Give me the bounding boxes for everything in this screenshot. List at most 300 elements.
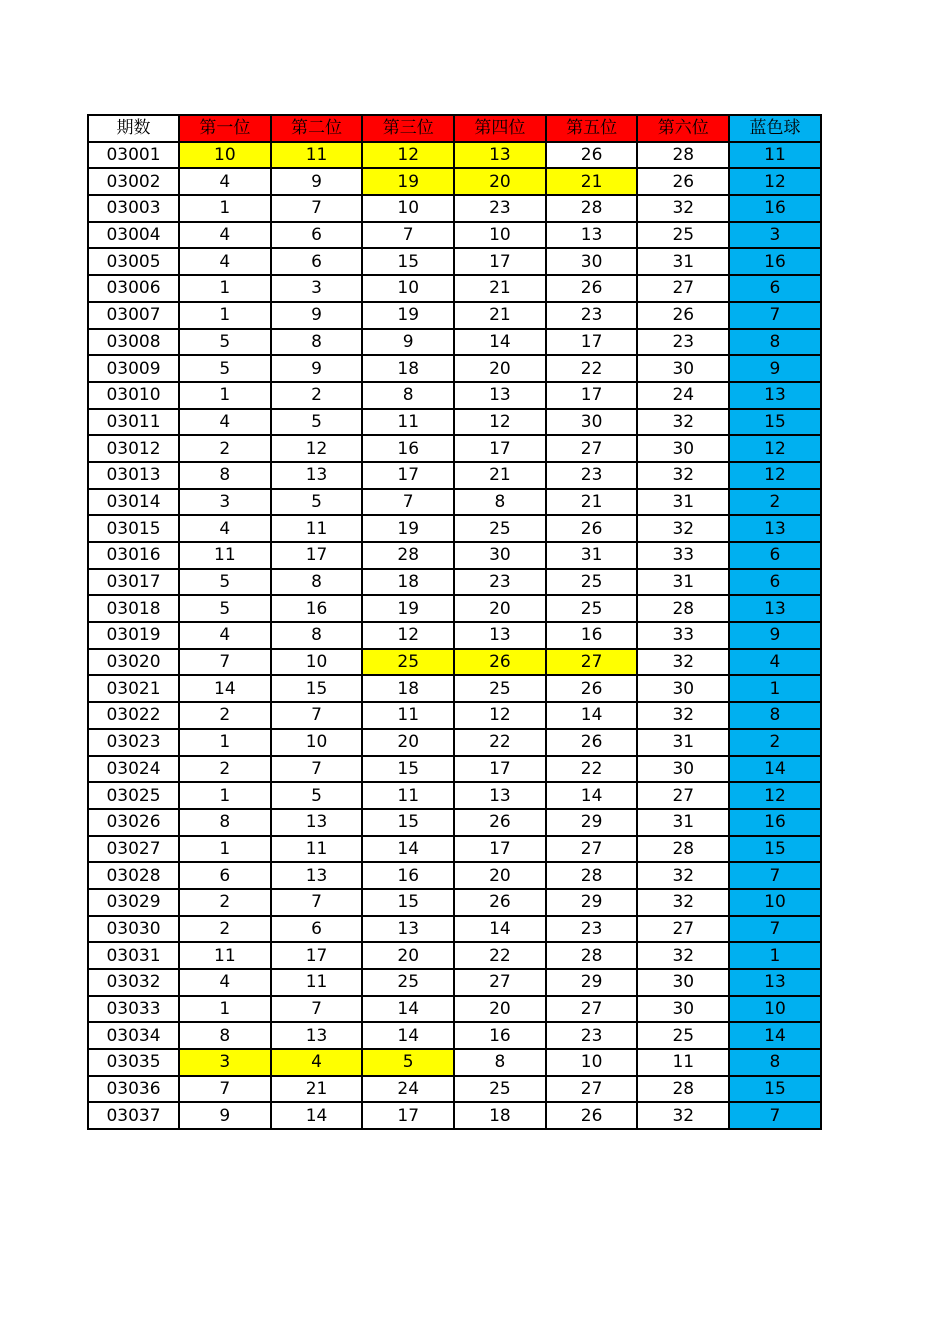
number-cell-4: 16 <box>454 1022 546 1049</box>
blue-ball-cell: 2 <box>729 489 821 516</box>
number-cell-2: 6 <box>271 222 363 249</box>
number-cell-4: 17 <box>454 836 546 863</box>
issue-cell: 03023 <box>88 729 179 756</box>
issue-cell: 03011 <box>88 409 179 436</box>
number-cell-3: 24 <box>362 1076 454 1103</box>
number-cell-6: 28 <box>637 1076 729 1103</box>
number-cell-6: 33 <box>637 542 729 569</box>
number-cell-1: 3 <box>179 1049 271 1076</box>
blue-ball-cell: 15 <box>729 836 821 863</box>
number-cell-5: 30 <box>546 248 638 275</box>
number-cell-4: 20 <box>454 168 546 195</box>
number-cell-4: 17 <box>454 756 546 783</box>
number-cell-2: 17 <box>271 542 363 569</box>
table-row <box>88 862 821 889</box>
number-cell-3: 12 <box>362 142 454 169</box>
number-cell-4: 20 <box>454 862 546 889</box>
number-cell-3: 15 <box>362 756 454 783</box>
number-cell-3: 14 <box>362 996 454 1023</box>
number-cell-4: 30 <box>454 542 546 569</box>
number-cell-3: 16 <box>362 862 454 889</box>
blue-ball-cell: 2 <box>729 729 821 756</box>
table-row <box>88 729 821 756</box>
table-row <box>88 168 821 195</box>
number-cell-3: 10 <box>362 195 454 222</box>
number-cell-4: 22 <box>454 942 546 969</box>
number-cell-6: 30 <box>637 756 729 783</box>
number-cell-2: 10 <box>271 729 363 756</box>
number-cell-2: 2 <box>271 382 363 409</box>
number-cell-4: 23 <box>454 569 546 596</box>
number-cell-6: 31 <box>637 729 729 756</box>
blue-ball-cell: 12 <box>729 435 821 462</box>
issue-cell: 03012 <box>88 435 179 462</box>
number-cell-2: 5 <box>271 782 363 809</box>
issue-cell: 03002 <box>88 168 179 195</box>
blue-ball-cell: 12 <box>729 168 821 195</box>
number-cell-3: 20 <box>362 729 454 756</box>
number-cell-6: 30 <box>637 969 729 996</box>
number-cell-5: 26 <box>546 275 638 302</box>
number-cell-5: 26 <box>546 142 638 169</box>
number-cell-3: 13 <box>362 916 454 943</box>
number-cell-1: 11 <box>179 542 271 569</box>
number-cell-2: 9 <box>271 168 363 195</box>
table-row <box>88 702 821 729</box>
table-row <box>88 275 821 302</box>
number-cell-2: 21 <box>271 1076 363 1103</box>
table-row <box>88 1076 821 1103</box>
number-cell-4: 8 <box>454 1049 546 1076</box>
number-cell-3: 8 <box>362 382 454 409</box>
number-cell-5: 17 <box>546 382 638 409</box>
table-row <box>88 836 821 863</box>
blue-ball-cell: 7 <box>729 302 821 329</box>
number-cell-4: 27 <box>454 969 546 996</box>
header-position-3: 第三位 <box>362 115 454 142</box>
number-cell-6: 32 <box>637 942 729 969</box>
issue-cell: 03024 <box>88 756 179 783</box>
number-cell-6: 30 <box>637 355 729 382</box>
table-row <box>88 382 821 409</box>
issue-cell: 03017 <box>88 569 179 596</box>
number-cell-5: 28 <box>546 942 638 969</box>
blue-ball-cell: 16 <box>729 809 821 836</box>
number-cell-4: 8 <box>454 489 546 516</box>
number-cell-3: 18 <box>362 569 454 596</box>
issue-cell: 03036 <box>88 1076 179 1103</box>
number-cell-6: 32 <box>637 702 729 729</box>
issue-cell: 03029 <box>88 889 179 916</box>
number-cell-2: 11 <box>271 836 363 863</box>
number-cell-5: 14 <box>546 702 638 729</box>
issue-cell: 03034 <box>88 1022 179 1049</box>
number-cell-3: 25 <box>362 649 454 676</box>
issue-cell: 03027 <box>88 836 179 863</box>
number-cell-1: 4 <box>179 409 271 436</box>
number-cell-3: 10 <box>362 275 454 302</box>
number-cell-4: 25 <box>454 675 546 702</box>
table-row <box>88 515 821 542</box>
blue-ball-cell: 10 <box>729 889 821 916</box>
table-row <box>88 809 821 836</box>
number-cell-5: 23 <box>546 916 638 943</box>
table-row <box>88 248 821 275</box>
number-cell-3: 17 <box>362 462 454 489</box>
number-cell-6: 32 <box>637 515 729 542</box>
table-row <box>88 649 821 676</box>
blue-ball-cell: 11 <box>729 142 821 169</box>
blue-ball-cell: 8 <box>729 1049 821 1076</box>
table-row <box>88 329 821 356</box>
number-cell-1: 8 <box>179 1022 271 1049</box>
number-cell-5: 25 <box>546 569 638 596</box>
number-cell-1: 4 <box>179 969 271 996</box>
number-cell-6: 30 <box>637 435 729 462</box>
blue-ball-cell: 9 <box>729 355 821 382</box>
number-cell-5: 26 <box>546 515 638 542</box>
number-cell-5: 29 <box>546 809 638 836</box>
blue-ball-cell: 6 <box>729 542 821 569</box>
number-cell-2: 14 <box>271 1102 363 1129</box>
number-cell-4: 14 <box>454 329 546 356</box>
number-cell-4: 21 <box>454 462 546 489</box>
number-cell-6: 28 <box>637 836 729 863</box>
number-cell-5: 21 <box>546 168 638 195</box>
table-row <box>88 302 821 329</box>
number-cell-6: 30 <box>637 996 729 1023</box>
number-cell-4: 17 <box>454 248 546 275</box>
number-cell-5: 27 <box>546 649 638 676</box>
issue-cell: 03010 <box>88 382 179 409</box>
number-cell-4: 17 <box>454 435 546 462</box>
table-row <box>88 489 821 516</box>
number-cell-4: 20 <box>454 355 546 382</box>
issue-cell: 03014 <box>88 489 179 516</box>
table-row <box>88 595 821 622</box>
header-blue-ball: 蓝色球 <box>729 115 821 142</box>
number-cell-2: 13 <box>271 809 363 836</box>
table-row <box>88 355 821 382</box>
number-cell-5: 27 <box>546 1076 638 1103</box>
number-cell-2: 7 <box>271 702 363 729</box>
number-cell-4: 12 <box>454 409 546 436</box>
number-cell-4: 18 <box>454 1102 546 1129</box>
table-row <box>88 142 821 169</box>
issue-cell: 03020 <box>88 649 179 676</box>
blue-ball-cell: 7 <box>729 1102 821 1129</box>
number-cell-5: 22 <box>546 355 638 382</box>
blue-ball-cell: 13 <box>729 969 821 996</box>
table-row <box>88 542 821 569</box>
blue-ball-cell: 13 <box>729 515 821 542</box>
number-cell-1: 2 <box>179 889 271 916</box>
issue-cell: 03009 <box>88 355 179 382</box>
number-cell-2: 17 <box>271 942 363 969</box>
number-cell-1: 1 <box>179 302 271 329</box>
number-cell-4: 10 <box>454 222 546 249</box>
number-cell-1: 2 <box>179 435 271 462</box>
number-cell-3: 14 <box>362 1022 454 1049</box>
number-cell-4: 13 <box>454 142 546 169</box>
blue-ball-cell: 12 <box>729 782 821 809</box>
number-cell-2: 7 <box>271 996 363 1023</box>
number-cell-1: 2 <box>179 756 271 783</box>
number-cell-5: 26 <box>546 729 638 756</box>
number-cell-1: 5 <box>179 329 271 356</box>
table-row <box>88 996 821 1023</box>
number-cell-5: 22 <box>546 756 638 783</box>
number-cell-5: 16 <box>546 622 638 649</box>
number-cell-3: 19 <box>362 515 454 542</box>
table-row <box>88 1102 821 1129</box>
number-cell-2: 5 <box>271 409 363 436</box>
number-cell-6: 32 <box>637 1102 729 1129</box>
number-cell-1: 14 <box>179 675 271 702</box>
issue-cell: 03028 <box>88 862 179 889</box>
number-cell-1: 7 <box>179 649 271 676</box>
number-cell-2: 5 <box>271 489 363 516</box>
table-row <box>88 195 821 222</box>
issue-cell: 03031 <box>88 942 179 969</box>
number-cell-4: 26 <box>454 889 546 916</box>
table-row <box>88 1049 821 1076</box>
lottery-results-table <box>87 114 822 1130</box>
number-cell-6: 30 <box>637 675 729 702</box>
blue-ball-cell: 16 <box>729 195 821 222</box>
number-cell-2: 7 <box>271 756 363 783</box>
number-cell-1: 4 <box>179 168 271 195</box>
number-cell-5: 25 <box>546 595 638 622</box>
number-cell-1: 1 <box>179 275 271 302</box>
number-cell-1: 1 <box>179 729 271 756</box>
blue-ball-cell: 14 <box>729 756 821 783</box>
blue-ball-cell: 6 <box>729 275 821 302</box>
issue-cell: 03026 <box>88 809 179 836</box>
issue-cell: 03016 <box>88 542 179 569</box>
number-cell-1: 4 <box>179 622 271 649</box>
number-cell-1: 6 <box>179 862 271 889</box>
number-cell-5: 13 <box>546 222 638 249</box>
number-cell-4: 13 <box>454 622 546 649</box>
table-row <box>88 1022 821 1049</box>
issue-cell: 03015 <box>88 515 179 542</box>
number-cell-3: 15 <box>362 248 454 275</box>
table-row <box>88 889 821 916</box>
number-cell-3: 16 <box>362 435 454 462</box>
number-cell-6: 23 <box>637 329 729 356</box>
number-cell-1: 11 <box>179 942 271 969</box>
number-cell-5: 29 <box>546 969 638 996</box>
number-cell-2: 3 <box>271 275 363 302</box>
number-cell-4: 25 <box>454 1076 546 1103</box>
number-cell-4: 21 <box>454 302 546 329</box>
number-cell-2: 9 <box>271 355 363 382</box>
number-cell-6: 31 <box>637 569 729 596</box>
table-row <box>88 782 821 809</box>
number-cell-3: 7 <box>362 489 454 516</box>
number-cell-5: 28 <box>546 862 638 889</box>
issue-cell: 03007 <box>88 302 179 329</box>
table-row <box>88 942 821 969</box>
blue-ball-cell: 9 <box>729 622 821 649</box>
number-cell-2: 9 <box>271 302 363 329</box>
number-cell-3: 12 <box>362 622 454 649</box>
number-cell-2: 4 <box>271 1049 363 1076</box>
blue-ball-cell: 8 <box>729 329 821 356</box>
table-row <box>88 756 821 783</box>
number-cell-2: 16 <box>271 595 363 622</box>
number-cell-4: 20 <box>454 996 546 1023</box>
number-cell-6: 28 <box>637 595 729 622</box>
number-cell-2: 15 <box>271 675 363 702</box>
number-cell-1: 8 <box>179 809 271 836</box>
issue-cell: 03030 <box>88 916 179 943</box>
issue-cell: 03037 <box>88 1102 179 1129</box>
number-cell-2: 7 <box>271 195 363 222</box>
header-row <box>88 115 821 142</box>
number-cell-5: 26 <box>546 1102 638 1129</box>
table-row <box>88 409 821 436</box>
issue-cell: 03005 <box>88 248 179 275</box>
number-cell-5: 21 <box>546 489 638 516</box>
number-cell-1: 1 <box>179 782 271 809</box>
number-cell-5: 31 <box>546 542 638 569</box>
number-cell-4: 26 <box>454 649 546 676</box>
blue-ball-cell: 13 <box>729 595 821 622</box>
number-cell-2: 12 <box>271 435 363 462</box>
number-cell-3: 11 <box>362 702 454 729</box>
blue-ball-cell: 13 <box>729 382 821 409</box>
blue-ball-cell: 12 <box>729 462 821 489</box>
issue-cell: 03022 <box>88 702 179 729</box>
number-cell-6: 32 <box>637 195 729 222</box>
blue-ball-cell: 15 <box>729 409 821 436</box>
number-cell-3: 7 <box>362 222 454 249</box>
number-cell-1: 1 <box>179 195 271 222</box>
number-cell-4: 13 <box>454 782 546 809</box>
number-cell-4: 21 <box>454 275 546 302</box>
number-cell-5: 26 <box>546 675 638 702</box>
number-cell-6: 26 <box>637 168 729 195</box>
table-row <box>88 462 821 489</box>
blue-ball-cell: 1 <box>729 675 821 702</box>
number-cell-2: 10 <box>271 649 363 676</box>
number-cell-5: 27 <box>546 435 638 462</box>
number-cell-3: 14 <box>362 836 454 863</box>
number-cell-2: 6 <box>271 248 363 275</box>
header-position-4: 第四位 <box>454 115 546 142</box>
number-cell-1: 4 <box>179 248 271 275</box>
blue-ball-cell: 15 <box>729 1076 821 1103</box>
number-cell-3: 20 <box>362 942 454 969</box>
number-cell-3: 25 <box>362 969 454 996</box>
number-cell-3: 19 <box>362 168 454 195</box>
number-cell-3: 11 <box>362 409 454 436</box>
number-cell-5: 29 <box>546 889 638 916</box>
header-position-2: 第二位 <box>271 115 363 142</box>
number-cell-5: 14 <box>546 782 638 809</box>
number-cell-1: 5 <box>179 569 271 596</box>
number-cell-1: 1 <box>179 996 271 1023</box>
number-cell-2: 13 <box>271 862 363 889</box>
number-cell-4: 23 <box>454 195 546 222</box>
issue-cell: 03013 <box>88 462 179 489</box>
number-cell-1: 3 <box>179 489 271 516</box>
table-row <box>88 222 821 249</box>
blue-ball-cell: 14 <box>729 1022 821 1049</box>
issue-cell: 03033 <box>88 996 179 1023</box>
number-cell-2: 11 <box>271 969 363 996</box>
table-row <box>88 435 821 462</box>
issue-cell: 03001 <box>88 142 179 169</box>
number-cell-3: 19 <box>362 595 454 622</box>
number-cell-6: 25 <box>637 222 729 249</box>
number-cell-6: 25 <box>637 1022 729 1049</box>
issue-cell: 03019 <box>88 622 179 649</box>
number-cell-1: 10 <box>179 142 271 169</box>
number-cell-1: 1 <box>179 382 271 409</box>
number-cell-1: 4 <box>179 515 271 542</box>
number-cell-5: 27 <box>546 996 638 1023</box>
number-cell-1: 1 <box>179 836 271 863</box>
number-cell-5: 10 <box>546 1049 638 1076</box>
blue-ball-cell: 4 <box>729 649 821 676</box>
number-cell-4: 14 <box>454 916 546 943</box>
number-cell-4: 13 <box>454 382 546 409</box>
number-cell-1: 4 <box>179 222 271 249</box>
number-cell-6: 27 <box>637 275 729 302</box>
number-cell-3: 28 <box>362 542 454 569</box>
issue-cell: 03025 <box>88 782 179 809</box>
number-cell-5: 27 <box>546 836 638 863</box>
number-cell-1: 8 <box>179 462 271 489</box>
table-row <box>88 969 821 996</box>
blue-ball-cell: 6 <box>729 569 821 596</box>
header-position-1: 第一位 <box>179 115 271 142</box>
number-cell-6: 27 <box>637 916 729 943</box>
table-row <box>88 622 821 649</box>
number-cell-4: 26 <box>454 809 546 836</box>
number-cell-1: 7 <box>179 1076 271 1103</box>
blue-ball-cell: 1 <box>729 942 821 969</box>
issue-cell: 03021 <box>88 675 179 702</box>
table-row <box>88 569 821 596</box>
number-cell-6: 32 <box>637 889 729 916</box>
issue-cell: 03035 <box>88 1049 179 1076</box>
number-cell-2: 8 <box>271 622 363 649</box>
number-cell-5: 28 <box>546 195 638 222</box>
number-cell-3: 5 <box>362 1049 454 1076</box>
number-cell-3: 9 <box>362 329 454 356</box>
number-cell-5: 23 <box>546 302 638 329</box>
number-cell-1: 5 <box>179 595 271 622</box>
number-cell-4: 20 <box>454 595 546 622</box>
number-cell-2: 8 <box>271 569 363 596</box>
number-cell-6: 32 <box>637 462 729 489</box>
number-cell-6: 27 <box>637 782 729 809</box>
number-cell-3: 15 <box>362 889 454 916</box>
blue-ball-cell: 7 <box>729 916 821 943</box>
blue-ball-cell: 16 <box>729 248 821 275</box>
header-position-6: 第六位 <box>637 115 729 142</box>
number-cell-5: 23 <box>546 462 638 489</box>
number-cell-4: 25 <box>454 515 546 542</box>
issue-cell: 03018 <box>88 595 179 622</box>
number-cell-2: 11 <box>271 515 363 542</box>
number-cell-2: 13 <box>271 1022 363 1049</box>
number-cell-6: 31 <box>637 248 729 275</box>
